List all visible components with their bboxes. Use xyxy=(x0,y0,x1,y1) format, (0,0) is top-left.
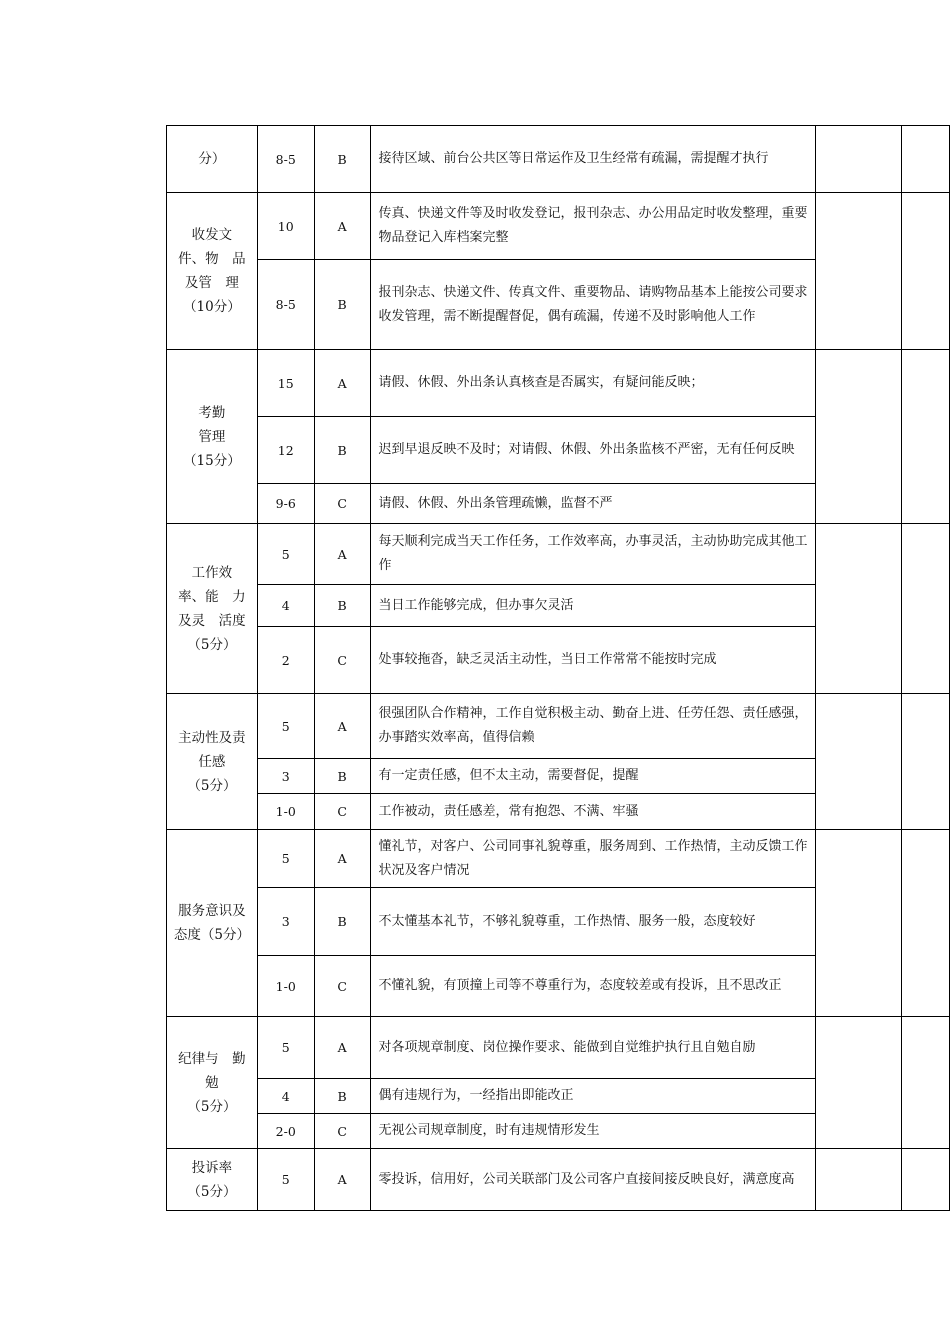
description-cell: 不太懂基本礼节，不够礼貌尊重，工作热情、服务一般，态度较好 xyxy=(370,888,816,956)
grade-cell: B xyxy=(314,888,370,956)
score-cell: 10 xyxy=(257,193,314,260)
table-row xyxy=(167,350,950,417)
score-cell: 4 xyxy=(257,585,314,627)
table-row xyxy=(167,1149,950,1211)
score-cell: 15 xyxy=(257,350,314,417)
remark-blank-cell xyxy=(902,1149,950,1211)
category-cell: 考勤 管理 （15分） xyxy=(167,350,258,524)
description-cell: 当日工作能够完成，但办事欠灵活 xyxy=(370,585,816,627)
grade-cell: C xyxy=(314,484,370,524)
description-cell: 懂礼节，对客户、公司同事礼貌尊重，服务周到、工作热情，主动反馈工作状况及客户情况 xyxy=(370,830,816,888)
grade-cell: C xyxy=(314,956,370,1017)
grade-cell: B xyxy=(314,585,370,627)
score-cell: 1-0 xyxy=(257,956,314,1017)
category-cell: 投诉率 （5分） xyxy=(167,1149,258,1211)
remark-blank-cell xyxy=(902,350,950,524)
description-cell: 有一定责任感，但不太主动，需要督促，提醒 xyxy=(370,759,816,794)
description-cell: 请假、休假、外出条管理疏懒，监督不严 xyxy=(370,484,816,524)
description-cell: 迟到早退反映不及时；对请假、休假、外出条监核不严密，无有任何反映 xyxy=(370,417,816,484)
grade-cell: B xyxy=(314,126,370,193)
description-cell: 对各项规章制度、岗位操作要求、能做到自觉维护执行且自勉自励 xyxy=(370,1017,816,1079)
grade-cell: A xyxy=(314,1017,370,1079)
score-cell: 3 xyxy=(257,759,314,794)
grade-cell: B xyxy=(314,759,370,794)
evaluation-table xyxy=(166,125,950,1211)
grade-cell: A xyxy=(314,524,370,585)
score-cell: 12 xyxy=(257,417,314,484)
description-cell: 工作被动，责任感差，常有抱怨、不满、牢骚 xyxy=(370,794,816,830)
score-cell: 2 xyxy=(257,627,314,694)
score-cell: 5 xyxy=(257,1149,314,1211)
remark-blank-cell xyxy=(902,830,950,1017)
remark-blank-cell xyxy=(902,524,950,694)
grade-cell: B xyxy=(314,260,370,350)
remark-blank-cell xyxy=(902,1017,950,1149)
category-cell: 服务意识及 态度（5分） xyxy=(167,830,258,1017)
grade-cell: A xyxy=(314,193,370,260)
score-cell: 2-0 xyxy=(257,1114,314,1149)
score-cell: 1-0 xyxy=(257,794,314,830)
grade-cell: A xyxy=(314,830,370,888)
evaluation-blank-cell xyxy=(816,193,902,350)
description-cell: 偶有违规行为，一经指出即能改正 xyxy=(370,1079,816,1114)
score-cell: 9-6 xyxy=(257,484,314,524)
grade-cell: B xyxy=(314,417,370,484)
score-cell: 5 xyxy=(257,830,314,888)
category-cell: 收发文 件、物 品 及管 理 （10分） xyxy=(167,193,258,350)
evaluation-blank-cell xyxy=(816,830,902,1017)
evaluation-blank-cell xyxy=(816,1149,902,1211)
category-cell: 工作效 率、能 力 及灵 活度 （5分） xyxy=(167,524,258,694)
description-cell: 每天顺利完成当天工作任务，工作效率高，办事灵活，主动协助完成其他工作 xyxy=(370,524,816,585)
evaluation-blank-cell xyxy=(816,350,902,524)
grade-cell: B xyxy=(314,1079,370,1114)
grade-cell: C xyxy=(314,627,370,694)
score-cell: 4 xyxy=(257,1079,314,1114)
score-cell: 8-5 xyxy=(257,260,314,350)
category-cell: 主动性及责 任感 （5分） xyxy=(167,694,258,830)
description-cell: 传真、快递文件等及时收发登记，报刊杂志、办公用品定时收发整理，重要物品登记入库档案完整 xyxy=(370,193,816,260)
description-cell: 报刊杂志、快递文件、传真文件、重要物品、请购物品基本上能按公司要求收发管理，需不断提醒督促，偶有疏漏，传递不及时影响他人工作 xyxy=(370,260,816,350)
evaluation-blank-cell xyxy=(816,1017,902,1149)
score-cell: 5 xyxy=(257,524,314,585)
grade-cell: C xyxy=(314,1114,370,1149)
evaluation-blank-cell xyxy=(816,524,902,694)
grade-cell: C xyxy=(314,794,370,830)
description-cell: 很强团队合作精神，工作自觉积极主动、勤奋上进、任劳任怨、责任感强，办事踏实效率高，值得信赖 xyxy=(370,694,816,759)
evaluation-table-body xyxy=(167,126,950,1211)
category-cell: 分） xyxy=(167,126,258,193)
score-cell: 5 xyxy=(257,1017,314,1079)
description-cell: 接待区域、前台公共区等日常运作及卫生经常有疏漏，需提醒才执行 xyxy=(370,126,816,193)
grade-cell: A xyxy=(314,1149,370,1211)
description-cell: 无视公司规章制度，时有违规情形发生 xyxy=(370,1114,816,1149)
description-cell: 处事较拖沓，缺乏灵活主动性，当日工作常常不能按时完成 xyxy=(370,627,816,694)
grade-cell: A xyxy=(314,350,370,417)
description-cell: 零投诉，信用好，公司关联部门及公司客户直接间接反映良好，满意度高 xyxy=(370,1149,816,1211)
remark-blank-cell xyxy=(902,694,950,830)
table-row xyxy=(167,126,950,193)
score-cell: 5 xyxy=(257,694,314,759)
remark-blank-cell xyxy=(902,193,950,350)
description-cell: 请假、休假、外出条认真核查是否属实，有疑问能反映； xyxy=(370,350,816,417)
score-cell: 3 xyxy=(257,888,314,956)
evaluation-blank-cell xyxy=(816,126,902,193)
description-cell: 不懂礼貌，有顶撞上司等不尊重行为，态度较差或有投诉，且不思改正 xyxy=(370,956,816,1017)
remark-blank-cell xyxy=(902,126,950,193)
table-row xyxy=(167,1017,950,1079)
category-cell: 纪律与 勤 勉 （5分） xyxy=(167,1017,258,1149)
table-row xyxy=(167,193,950,260)
table-row xyxy=(167,524,950,585)
score-cell: 8-5 xyxy=(257,126,314,193)
evaluation-blank-cell xyxy=(816,694,902,830)
table-row xyxy=(167,694,950,759)
grade-cell: A xyxy=(314,694,370,759)
table-row xyxy=(167,830,950,888)
